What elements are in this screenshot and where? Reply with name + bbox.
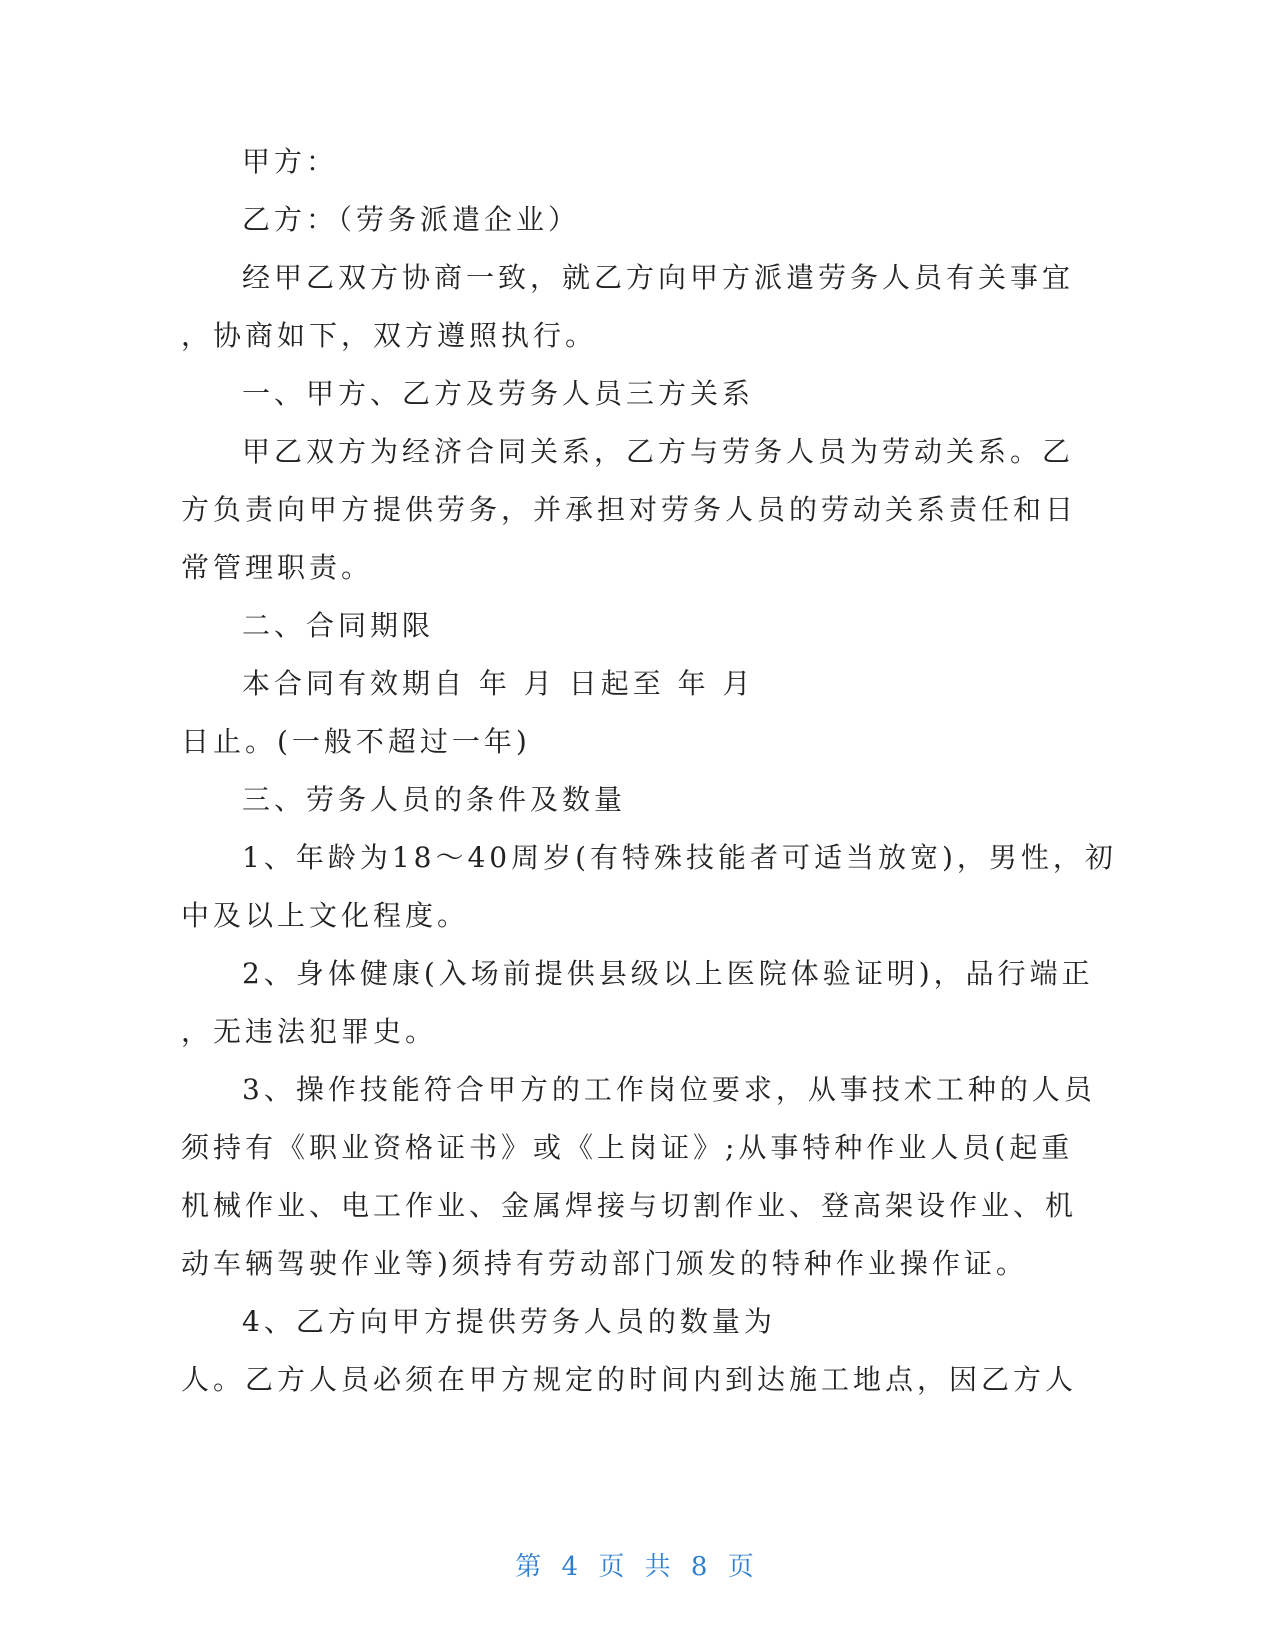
paragraph-line: 日止。(一般不超过一年): [181, 725, 531, 758]
paragraph-line: 机械作业、电工作业、金属焊接与切割作业、登高架设作业、机: [181, 1189, 1078, 1222]
section-heading-1: 一、甲方、乙方及劳务人员三方关系: [242, 377, 755, 410]
paragraph-line: 中及以上文化程度。: [181, 899, 470, 932]
section-heading-3: 三、劳务人员的条件及数量: [242, 783, 627, 816]
paragraph-line: ，无违法犯罪史。: [181, 1015, 438, 1048]
paragraph-line: 常管理职责。: [181, 551, 374, 584]
paragraph-line: 4、乙方向甲方提供劳务人员的数量为: [242, 1305, 776, 1338]
paragraph-line: 方负责向甲方提供劳务，并承担对劳务人员的劳动关系责任和日: [181, 493, 1078, 526]
party-a-line: 甲方：: [242, 145, 339, 178]
section-heading-2: 二、合同期限: [242, 609, 435, 642]
page-number-footer: 第 4 页 共 8 页: [515, 1552, 760, 1582]
paragraph-line: ，协商如下，双方遵照执行。: [181, 319, 598, 352]
paragraph-line: 3、操作技能符合甲方的工作岗位要求，从事技术工种的人员: [242, 1073, 1096, 1106]
paragraph-line: 本合同有效期自 年 月 日起至 年 月: [242, 667, 755, 700]
paragraph-line: 经甲乙双方协商一致，就乙方向甲方派遣劳务人员有关事宜: [242, 261, 1075, 294]
paragraph-line: 动车辆驾驶作业等)须持有劳动部门颁发的特种作业操作证。: [181, 1247, 1028, 1280]
party-b-line: 乙方：（劳务派遣企业）: [242, 203, 581, 236]
paragraph-line: 1、年龄为18～40周岁(有特殊技能者可适当放宽)，男性，初: [242, 841, 1117, 874]
paragraph-line: 甲乙双方为经济合同关系，乙方与劳务人员为劳动关系。乙: [242, 435, 1075, 468]
paragraph-line: 人。乙方人员必须在甲方规定的时间内到达施工地点，因乙方人: [181, 1363, 1078, 1396]
paragraph-line: 须持有《职业资格证书》或《上岗证》;从事特种作业人员(起重: [181, 1131, 1074, 1164]
paragraph-line: 2、身体健康(入场前提供县级以上医院体验证明)，品行端正: [242, 957, 1094, 990]
